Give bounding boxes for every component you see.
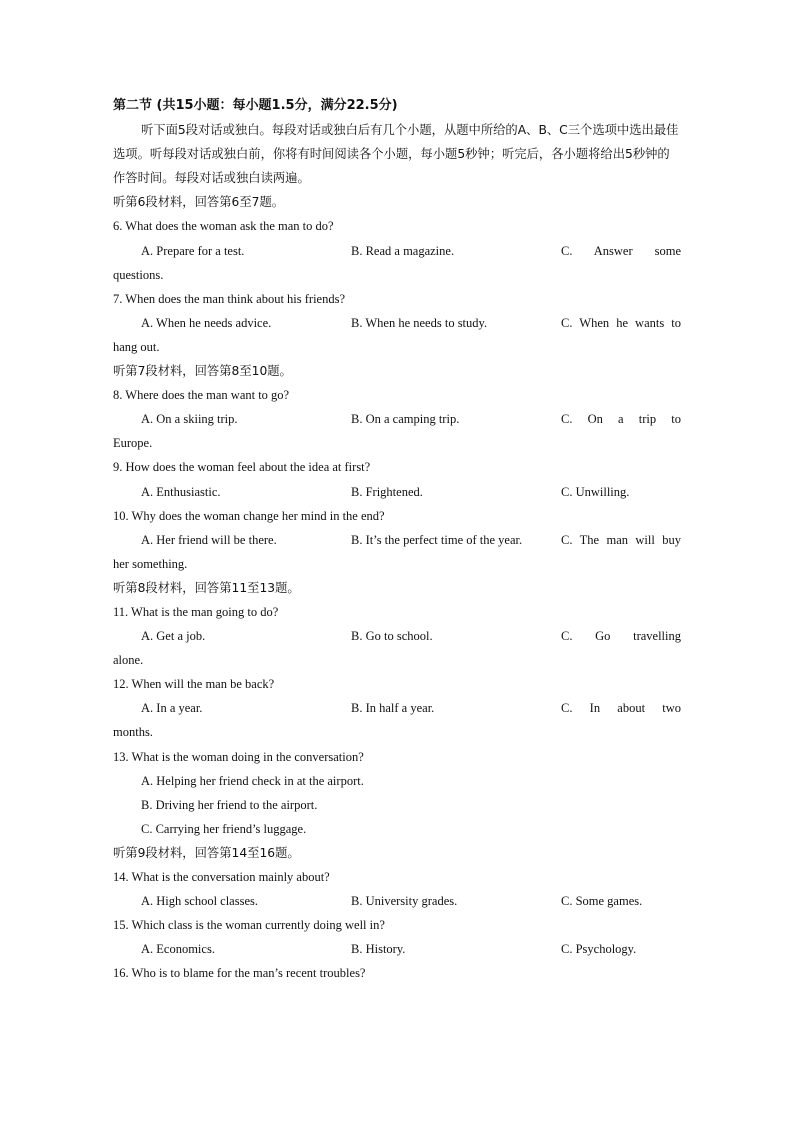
question-stem: 13. What is the woman doing in the conversation? — [113, 749, 364, 764]
option-c: C. The man will buy — [561, 532, 681, 547]
option-a: A. When he needs advice. — [141, 315, 272, 330]
options-row — [113, 311, 681, 335]
question-stem: 12. When will the man be back? — [113, 677, 275, 692]
options-row — [113, 696, 681, 720]
options-row — [113, 624, 681, 648]
option-a: A. Prepare for a test. — [141, 243, 245, 258]
option-b: B. On a camping trip. — [351, 412, 460, 427]
exam-page — [113, 94, 681, 985]
section-label: 听第8段材料，回答第11至13题。 — [113, 580, 300, 595]
option-c: C. Psychology. — [561, 942, 637, 957]
options-row — [113, 528, 681, 552]
option-continuation: her something. — [113, 556, 188, 571]
section-label: 听第6段材料，回答第6至7题。 — [113, 195, 285, 210]
options-row — [113, 239, 681, 263]
option-continuation: months. — [113, 725, 153, 740]
option-c: C. Go travelling — [561, 629, 681, 644]
section-label: 听第7段材料，回答第8至10题。 — [113, 364, 292, 379]
option-b: B. In half a year. — [351, 701, 435, 716]
question-stem: 7. When does the man think about his friends? — [113, 291, 346, 306]
question-stem: 8. Where does the man want to go? — [113, 388, 290, 403]
option-a: A. Get a job. — [141, 629, 206, 644]
question-stem: 16. Who is to blame for the man’s recent troubles? — [113, 966, 366, 981]
option-c: C. When he wants to — [561, 315, 681, 330]
section-heading: 第二节 (共15小题：每小题1.5分，满分22.5分) — [113, 98, 398, 113]
option-b: B. Go to school. — [351, 629, 433, 644]
option-b: B. Frightened. — [351, 484, 423, 499]
question-stem: 14. What is the conversation mainly about? — [113, 870, 330, 884]
question-stem: 11. What is the man going to do? — [113, 604, 279, 619]
options-row — [113, 480, 681, 504]
option-b: B. History. — [351, 942, 406, 957]
option-a: A. On a skiing trip. — [141, 412, 238, 427]
question-stem: 9. How does the woman feel about the idea at first? — [113, 460, 371, 475]
options-row — [113, 407, 681, 431]
option-a: A. Her friend will be there. — [141, 532, 277, 547]
option-continuation: questions. — [113, 267, 164, 282]
options-row — [113, 889, 681, 913]
option-b: B. Read a magazine. — [351, 243, 455, 258]
option-a: A. Economics. — [141, 942, 215, 957]
question-stem: 10. Why does the woman change her mind in the end? — [113, 508, 385, 523]
question-stem: 6. What does the woman ask the man to do? — [113, 219, 334, 234]
option-continuation: hang out. — [113, 339, 160, 354]
option-c: C. Carrying her friend’s luggage. — [141, 821, 307, 836]
section-label: 听第9段材料，回答第14至16题。 — [113, 845, 300, 860]
option-c: C. In about two — [561, 701, 681, 716]
option-b: B. It’s the perfect time of the year. — [351, 532, 523, 547]
option-b: B. When he needs to study. — [351, 315, 488, 330]
option-c: C. Unwilling. — [561, 484, 630, 499]
option-continuation: alone. — [113, 653, 144, 668]
option-a: A. Helping her friend check in at the airport. — [141, 773, 364, 788]
option-b: B. University grades. — [351, 894, 458, 909]
option-c: C. Answer some — [561, 243, 681, 258]
option-b: B. Driving her friend to the airport. — [141, 797, 318, 812]
option-a: A. High school classes. — [141, 894, 258, 909]
option-a: A. Enthusiastic. — [141, 484, 221, 499]
option-c: C. On a trip to — [561, 412, 681, 427]
option-continuation: Europe. — [113, 436, 153, 451]
option-c: C. Some games. — [561, 894, 643, 909]
instructions: 听下面5段对话或独白。每段对话或独白后有几个小题，从题中所给的A、B、C三个选项中选出最佳选项。听每段对话或独白前，你将有时间阅读各个小题，每小题5秒钟；听完后，各小题将给出5秒钟的作答时间。每段对话或独白读两遍。 — [113, 123, 679, 186]
option-a: A. In a year. — [141, 701, 203, 716]
options-row — [113, 937, 681, 961]
question-stem: 15. Which class is the woman currently doing well in? — [113, 918, 385, 933]
